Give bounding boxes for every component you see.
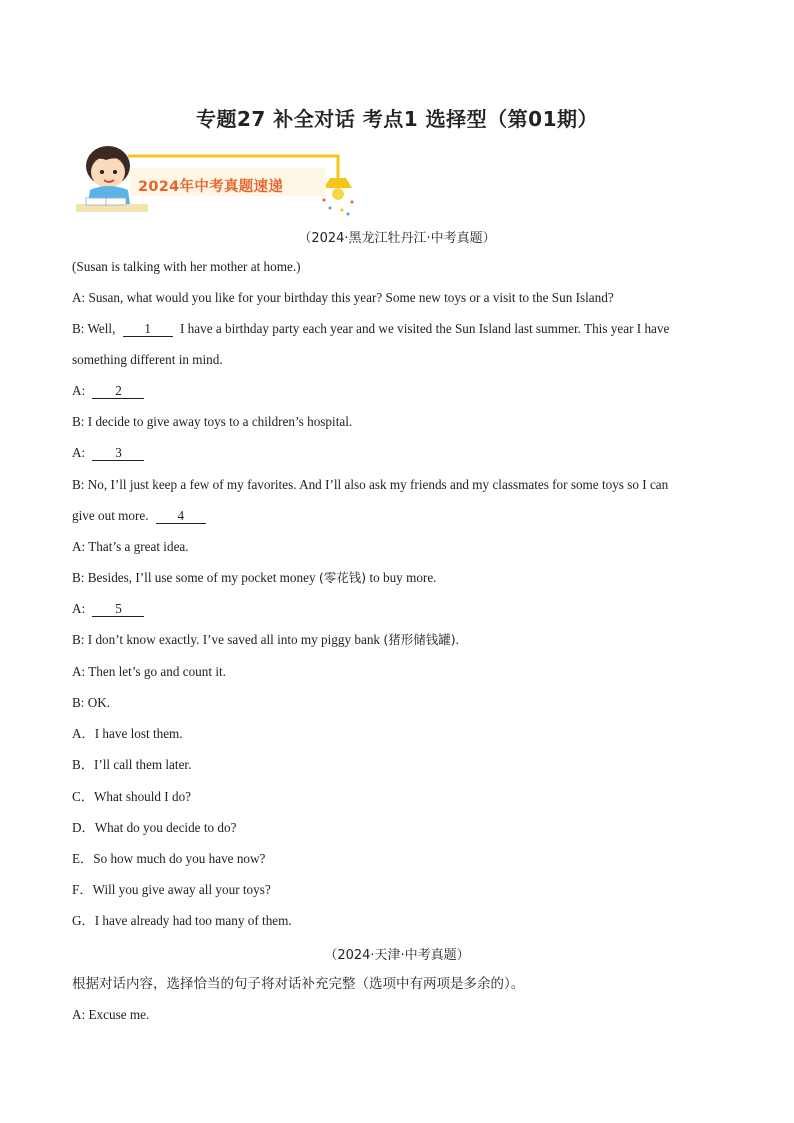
line-text: A:: [72, 383, 89, 398]
dialogue-line: [72, 569, 722, 587]
dialogue-line: [72, 320, 722, 338]
banner-title: 2024年中考真题速递: [138, 179, 284, 195]
line-text: .: [455, 632, 459, 647]
line-text: A:: [72, 445, 89, 460]
line-text: B: Besides, I’ll use some of my pocket money: [72, 570, 319, 585]
dialogue-line: [72, 382, 722, 400]
section-banner: [72, 138, 362, 220]
answer-blank-2[interactable]: 2: [92, 383, 144, 399]
dialogue-line: A: That’s a great idea.: [72, 539, 189, 554]
option-f: F．Will you give away all your toys?: [72, 882, 271, 897]
line-text: give out more.: [72, 508, 152, 523]
answer-blank-4[interactable]: 4: [156, 508, 206, 524]
line-text: B: Well,: [72, 321, 119, 336]
option-e: E．So how much do you have now?: [72, 851, 266, 866]
question-source: （2024·天津·中考真题）: [324, 948, 470, 963]
dialogue-line: [72, 600, 722, 618]
option-d: D．What do you decide to do?: [72, 820, 237, 835]
line-text: I have a birthday party each year and we visited the Sun Island last summer. This year I have: [176, 321, 670, 336]
dialogue-line: something different in mind.: [72, 352, 223, 367]
dialogue-line: [72, 631, 722, 649]
dialogue-line: [72, 444, 722, 462]
option-c: C．What should I do?: [72, 789, 192, 804]
answer-blank-5[interactable]: 5: [92, 601, 144, 617]
question-instruction: 根据对话内容，选择恰当的句子将对话补充完整（选项中有两项是多余的）。: [72, 976, 525, 992]
answer-blank-1[interactable]: 1: [123, 321, 173, 337]
line-text: A:: [72, 601, 89, 616]
dialogue-line: B: I decide to give away toys to a children’s hospital.: [72, 414, 353, 429]
question-source: （2024·黑龙江牡丹江·中考真题）: [298, 231, 496, 246]
line-text: to buy more.: [366, 570, 437, 585]
option-g: G．I have already had too many of them.: [72, 913, 292, 928]
dialogue-line: B: OK.: [72, 695, 111, 710]
chinese-gloss: (零花钱): [318, 570, 367, 585]
option-b: B．I’ll call them later.: [72, 757, 192, 772]
dialogue-intro: (Susan is talking with her mother at home.): [72, 259, 301, 274]
answer-blank-3[interactable]: 3: [92, 445, 144, 461]
chinese-gloss: (猪形储钱罐): [383, 632, 456, 647]
dialogue-line: [72, 507, 722, 525]
dialogue-line: A: Excuse me.: [72, 1007, 150, 1022]
option-a: A．I have lost them.: [72, 726, 183, 741]
dialogue-line: A: Then let’s go and count it.: [72, 664, 226, 679]
dialogue-line: B: No, I’ll just keep a few of my favorites. And I’ll also ask my friends and my classmates for some toys so I can: [72, 477, 669, 492]
page-title: 专题27 补全对话 考点1 选择型（第01期）: [196, 107, 598, 131]
dialogue-line: A: Susan, what would you like for your birthday this year? Some new toys or a visit to the Sun Island?: [72, 290, 614, 305]
line-text: B: I don’t know exactly. I’ve saved all into my piggy bank: [72, 632, 384, 647]
